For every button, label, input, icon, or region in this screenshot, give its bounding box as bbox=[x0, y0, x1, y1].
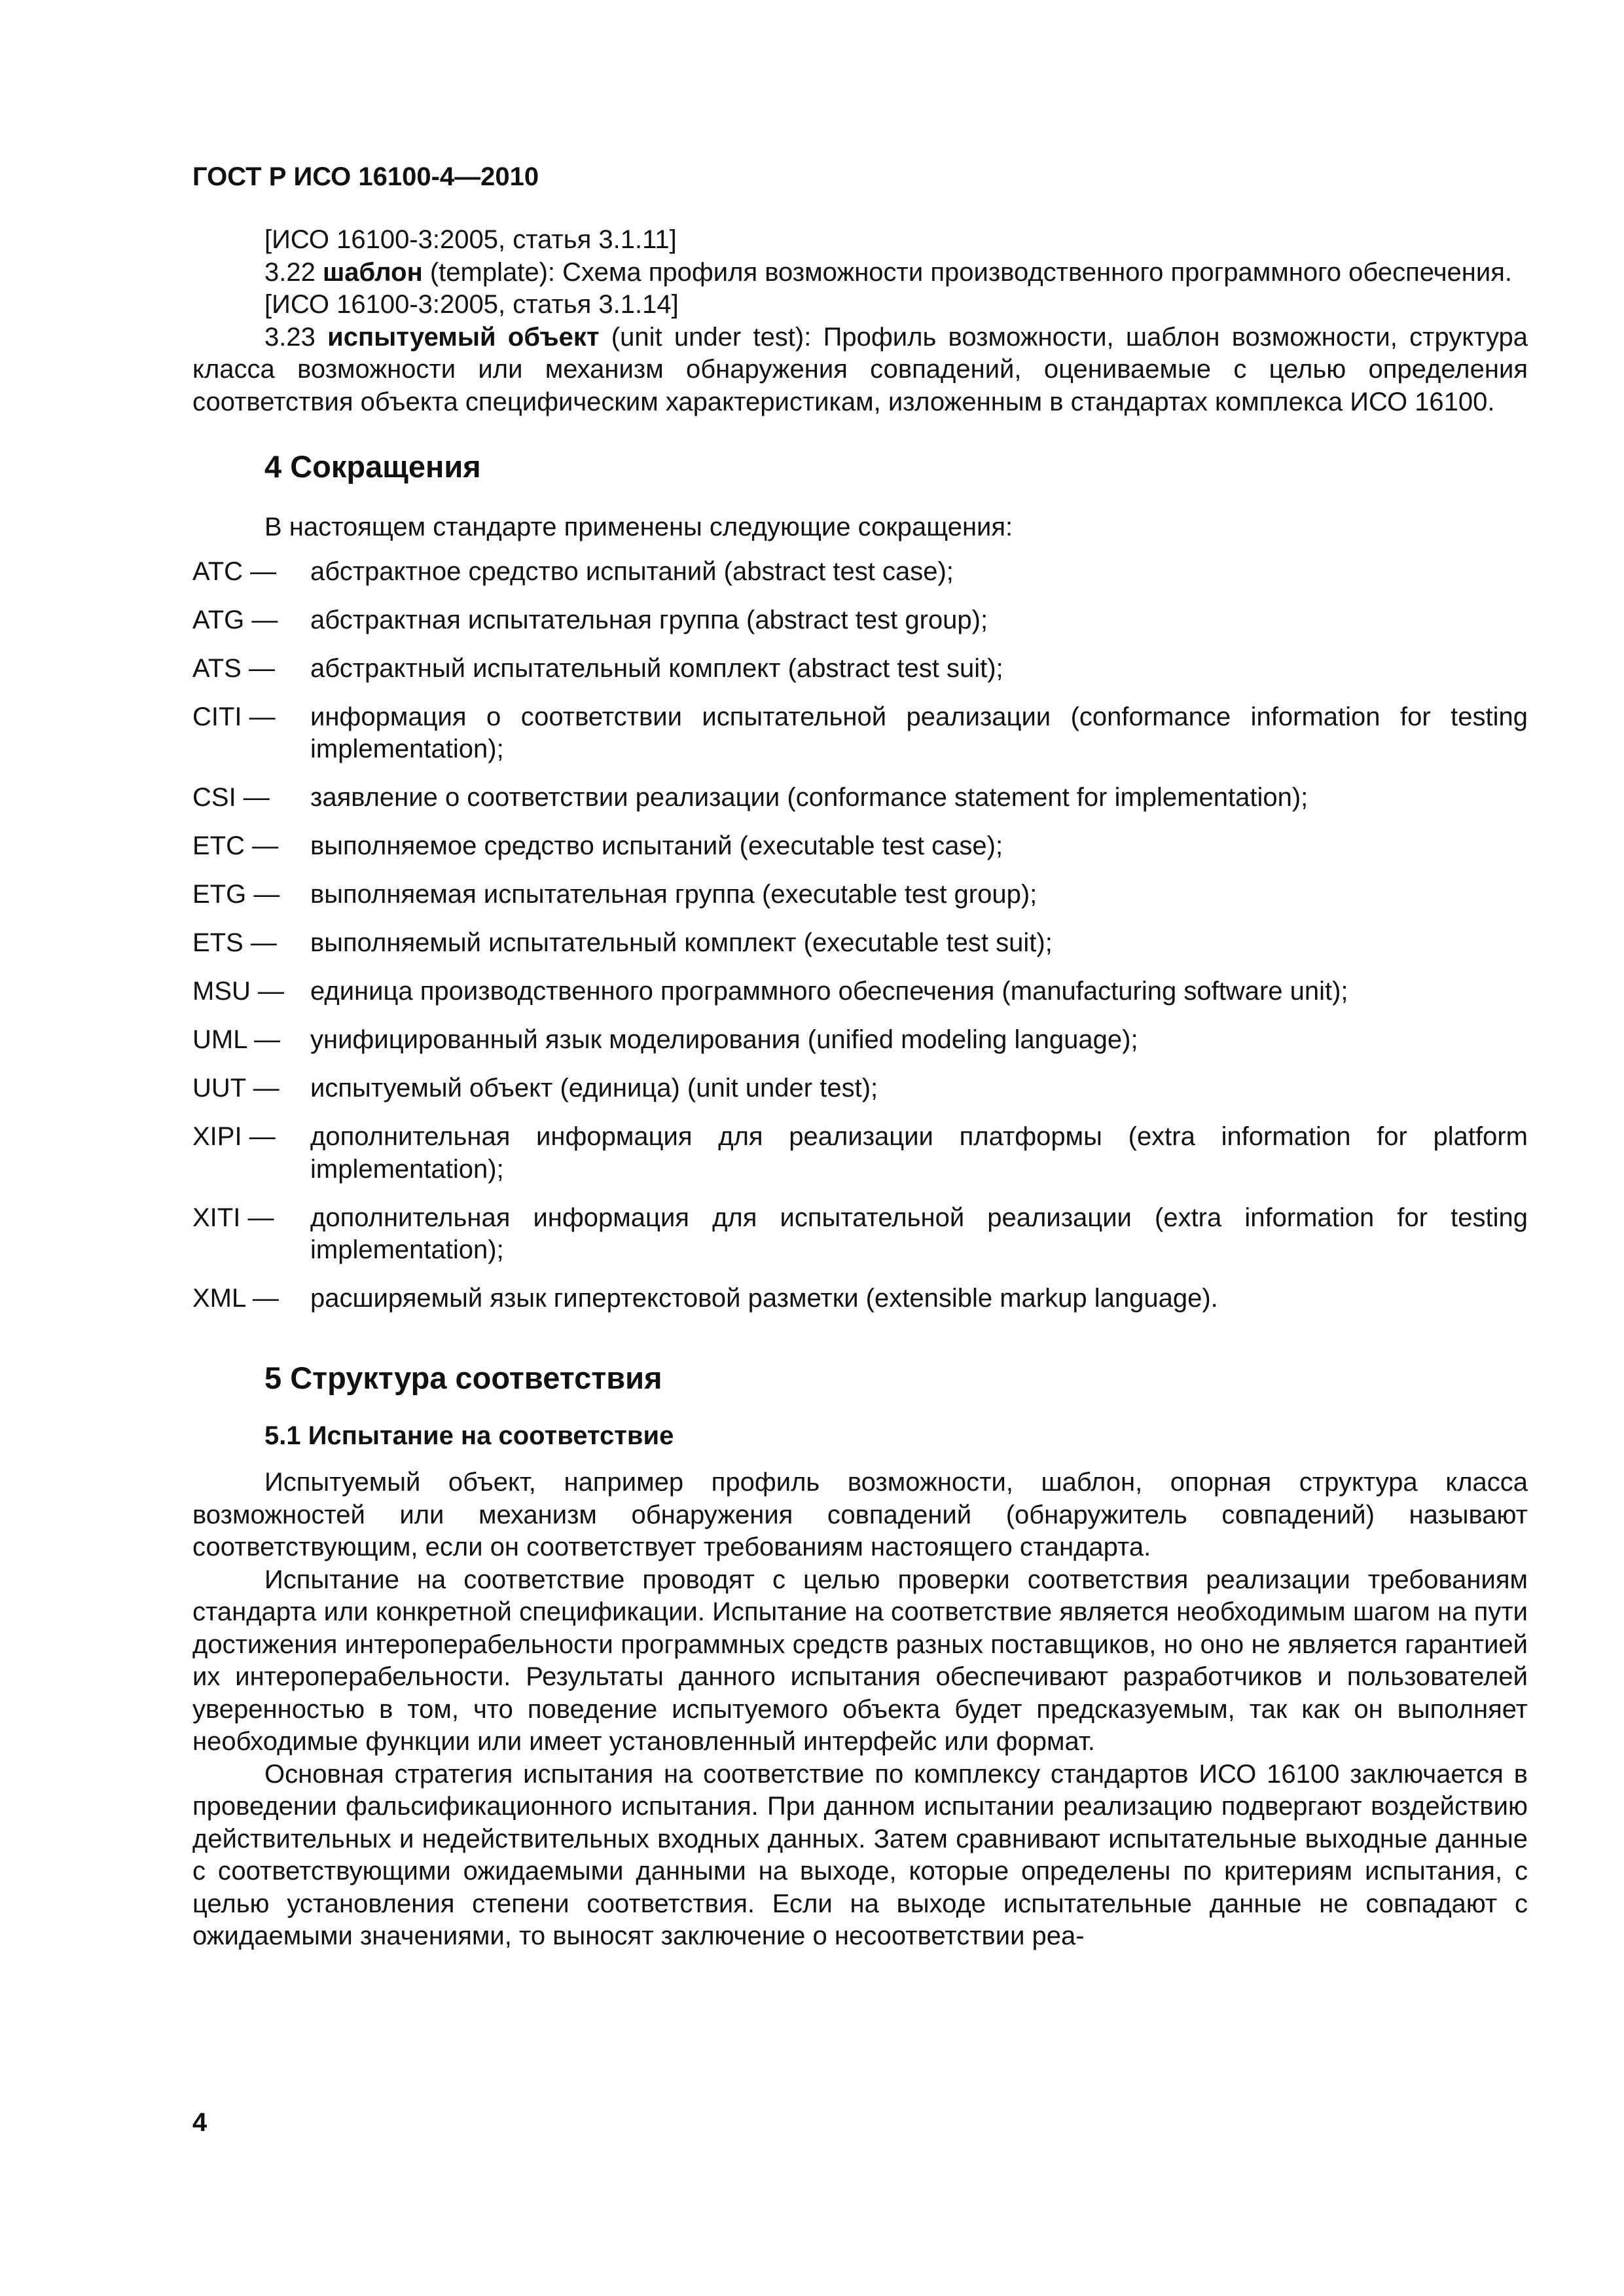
abbreviation-definition: унифицированный язык моделирования (unified modeling language); bbox=[310, 1025, 1138, 1054]
abbreviation-item bbox=[192, 556, 1528, 589]
abbreviation-item bbox=[192, 653, 1528, 685]
abbreviation-term: ATG — bbox=[192, 605, 278, 634]
reference-3-21: [ИСО 16100-3:2005, статья 3.1.11] bbox=[264, 225, 677, 254]
abbreviation-term: UML — bbox=[192, 1025, 281, 1054]
abbreviation-definition: информация о соответствии испытательной реализации (conformance information for testing implementation); bbox=[310, 702, 1528, 763]
abbreviation-term: XIPI — bbox=[192, 1122, 276, 1151]
document-body bbox=[192, 224, 1528, 1953]
abbreviation-item bbox=[192, 927, 1528, 960]
term-number: 3.23 bbox=[264, 322, 328, 352]
abbreviation-term: ETG — bbox=[192, 880, 280, 909]
term-3-22 bbox=[192, 257, 1528, 289]
abbreviation-definition: абстрактное средство испытаний (abstract test case); bbox=[310, 556, 954, 586]
abbreviation-item bbox=[192, 701, 1528, 766]
page-number: 4 bbox=[192, 2108, 208, 2137]
abbreviation-definition: выполняемое средство испытаний (executable test case); bbox=[310, 831, 1003, 860]
reference-3-22: [ИСО 16100-3:2005, статья 3.1.14] bbox=[264, 290, 679, 319]
term-definition: (template): Схема профиля возможности производственного программного обеспечения. bbox=[422, 257, 1512, 287]
abbreviation-item bbox=[192, 975, 1528, 1008]
abbreviations-list bbox=[192, 556, 1528, 1315]
abbreviation-item bbox=[192, 1121, 1528, 1186]
abbreviation-item bbox=[192, 1024, 1528, 1057]
abbreviation-item bbox=[192, 604, 1528, 637]
term-number: 3.22 bbox=[264, 257, 323, 287]
paragraph: Основная стратегия испытания на соответствие по комплексу стандартов ИСО 16100 заключается в проведении фальсификационного испытания. При данном испытании реализацию подвергают воздействию действительных и недействительных входных данных. Затем сравнивают испытательные выходные данные с соответствующими ожидаемыми данными на выходе, которые определены по критериям испытания, с целью установления степени соответствия. Если на выходе испытательные данные не совпадают с ожидаемыми значениями, то выносят заключение о несоответствии реа- bbox=[192, 1759, 1528, 1950]
abbreviation-term: ATC — bbox=[192, 556, 277, 586]
abbreviation-item bbox=[192, 879, 1528, 911]
paragraph: Испытуемый объект, например профиль возможности, шаблон, опорная структура класса возможностей или механизм обнаружения совпадений (обнаружитель совпадений) называют соответствующим, если он соответствует требованиям настоящего стандарта. bbox=[192, 1468, 1528, 1561]
paragraph: Испытание на соответствие проводят с целью проверки соответствия реализации требованиям стандарта или конкретной спецификации. Испытание на соответствие является необходимым шагом на пути достижения интероперабельности программных средств разных поставщиков, но оно не является гарантией их интероперабельности. Результаты данного испытания обеспечивают разработчиков и пользователей уверенностью в том, что поведение испытуемого объекта будет предсказуемым, так как он выполняет необходимые функции или имеет установленный интерфейс или формат. bbox=[192, 1565, 1528, 1756]
section-4-title: 4 Сокращения bbox=[264, 449, 481, 484]
abbreviation-item bbox=[192, 1283, 1528, 1315]
abbreviation-definition: абстрактная испытательная группа (abstract test group); bbox=[310, 605, 988, 634]
term-3-23 bbox=[192, 321, 1528, 419]
abbreviation-definition: абстрактный испытательный комплект (abstract test suit); bbox=[310, 653, 1003, 683]
abbreviation-term: CSI — bbox=[192, 783, 270, 812]
abbreviation-term: XML — bbox=[192, 1284, 279, 1313]
term-definition: (unit under test): Профиль возможности, шаблон возможности, структура класса возможности или механизм обнаружения совпадений, оцениваемые с целью определения соответствия объекта специфическим характеристикам, изложенным в стандартах комплекса ИСО 16100. bbox=[192, 322, 1528, 416]
abbreviation-term: ETC — bbox=[192, 831, 279, 860]
abbreviation-term: UUT — bbox=[192, 1074, 280, 1102]
abbreviation-definition: выполняемая испытательная группа (executable test group); bbox=[310, 880, 1038, 909]
term-name: шаблон bbox=[322, 257, 423, 287]
section-5-title: 5 Структура соответствия bbox=[264, 1360, 662, 1395]
abbreviation-item bbox=[192, 830, 1528, 863]
abbreviations-intro: В настоящем стандарте применены следующие сокращения: bbox=[264, 513, 1013, 541]
abbreviation-item bbox=[192, 1072, 1528, 1105]
subsection-5-1-title: 5.1 Испытание на соответствие bbox=[264, 1421, 674, 1450]
term-name: испытуемый объект bbox=[327, 322, 600, 352]
abbreviation-definition: заявление о соответствии реализации (conformance statement for implementation); bbox=[310, 783, 1308, 812]
abbreviation-item bbox=[192, 782, 1528, 814]
abbreviation-term: ETS — bbox=[192, 928, 277, 957]
document-header: ГОСТ Р ИСО 16100-4—2010 bbox=[192, 162, 539, 191]
abbreviation-definition: испытуемый объект (единица) (unit under test); bbox=[310, 1074, 878, 1102]
abbreviation-definition: выполняемый испытательный комплект (executable test suit); bbox=[310, 928, 1053, 957]
abbreviation-item bbox=[192, 1202, 1528, 1267]
abbreviation-term: MSU — bbox=[192, 977, 284, 1006]
abbreviation-term: XITI — bbox=[192, 1203, 274, 1232]
abbreviation-definition: дополнительная информация для испытательной реализации (extra information for testing implementation); bbox=[310, 1203, 1528, 1264]
abbreviation-definition: единица производственного программного обеспечения (manufacturing software unit); bbox=[310, 977, 1348, 1006]
abbreviation-definition: расширяемый язык гипертекстовой разметки (extensible markup language). bbox=[310, 1284, 1218, 1313]
abbreviation-term: ATS — bbox=[192, 653, 275, 683]
abbreviation-term: CITI — bbox=[192, 702, 276, 731]
abbreviation-definition: дополнительная информация для реализации платформы (extra information for platform implementation); bbox=[310, 1122, 1528, 1184]
